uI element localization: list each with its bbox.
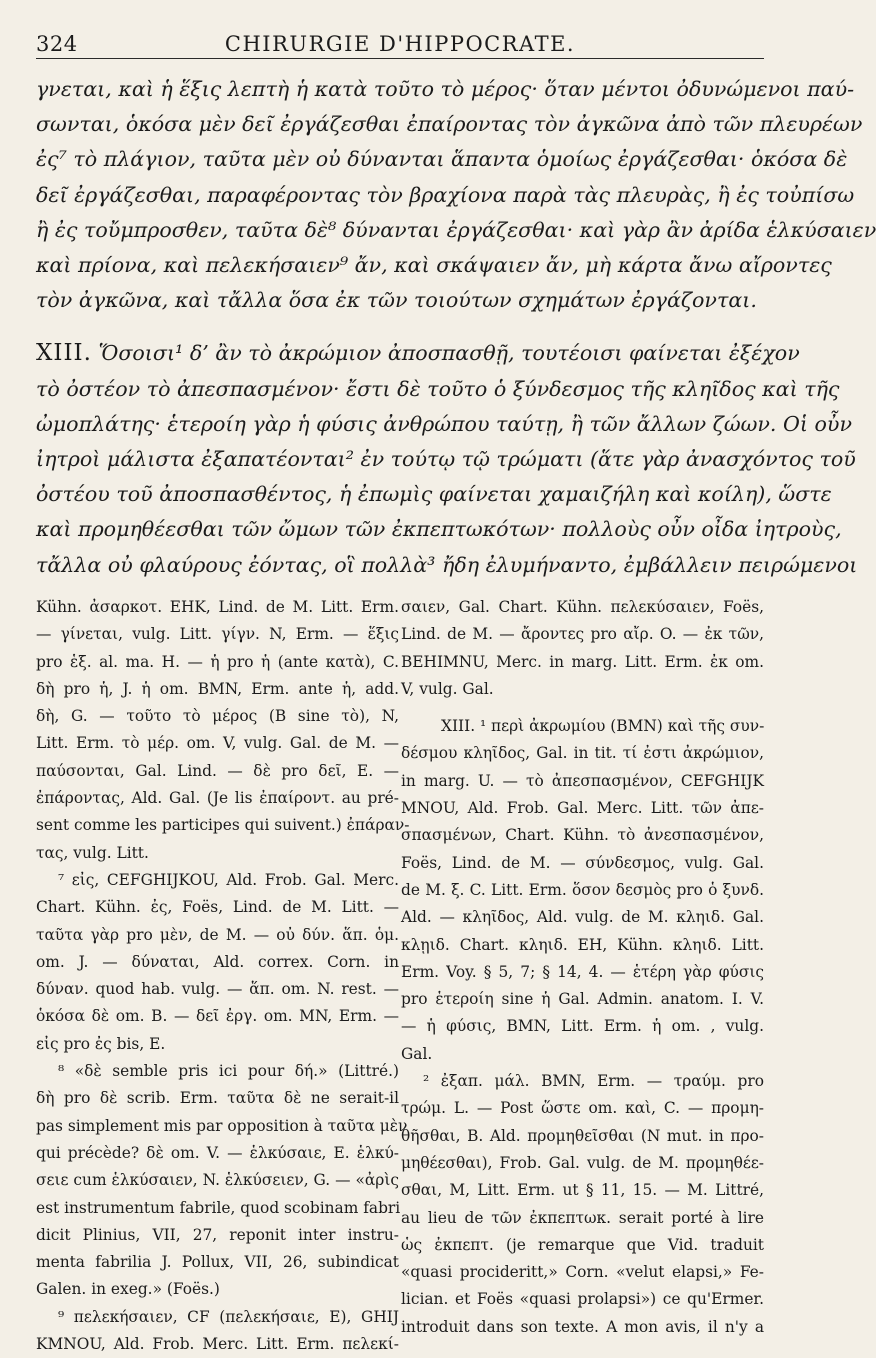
text-line: τἄλλα οὐ φλαύρους ἐόντας, οἳ πολλὰ³ ἤδη ἐλυμήναντο, ἐμβάλλειν πειρώμενοι xyxy=(36,552,858,577)
note-line: est instrumentum fabrile, quod scobinam fabri xyxy=(36,1198,401,1217)
note-line: σειε cum ἑλκύσαιεν, N. ἑλκύσειεν, G. — «ἀρὶς xyxy=(36,1171,399,1190)
note-line: ⁷ εἰς, CEFGHIJKOU, Ald. Frob. Gal. Merc. xyxy=(58,870,399,889)
note-line: τρώμ. L. — Post ὥστε om. καὶ, C. — προμη- xyxy=(401,1099,764,1118)
note-line: ὁκόσα δὲ om. B. — δεῖ ἐργ. om. MN, Erm. — xyxy=(36,1007,399,1026)
note-line: θῆσθαι, B. Ald. προμηθεῖσθαι (N mut. in προ- xyxy=(401,1126,764,1145)
note-line: de M. ξ. C. Litt. Erm. ὅσον δεσμὸς pro ὁ ξυνδ. xyxy=(401,880,764,899)
note-line: ⁸ «δὲ semble pris ici pour δή.» (Littré.) xyxy=(58,1062,399,1081)
note-line: dicit Plinius, VII, 27, reponit inter instru- xyxy=(36,1225,399,1244)
note-line: εἰς pro ἐς bis, E. xyxy=(36,1034,166,1053)
note-line: introduit dans son texte. A mon avis, il n'y a xyxy=(401,1317,764,1336)
note-line: Galen. in exeg.» (Foës.) xyxy=(36,1280,220,1299)
text-line: τὸ ὀστέον τὸ ἀπεσπασμένον· ἔστι δὲ τοῦτο ὁ ξύνδεσμος τῆς κληῖδος καὶ τῆς xyxy=(36,376,840,401)
note-line: παύσονται, Gal. Lind. — δὲ pro δεῖ, E. — xyxy=(36,761,399,780)
text-line: σωνται, ὁκόσα μὲν δεῖ ἐργάζεσθαι ἐπαίροντας τὸν ἀγκῶνα ἀπὸ τῶν πλευρέων xyxy=(36,112,863,137)
note-line: lician. et Foës «quasi prolapsi») ce qu'Ermer. xyxy=(401,1290,764,1309)
text-line: καὶ προμηθέεσθαι τῶν ὤμων τῶν ἐκπεπτωκότων· πολλοὺς οὖν οἶδα ἰητροὺς, xyxy=(36,517,842,542)
text-line: τὸν ἀγκῶνα, καὶ τἄλλα ὅσα ἐκ τῶν τοιούτων σχημάτων ἐργάζονται. xyxy=(36,288,757,313)
text-line: γνεται, καὶ ἡ ἕξις λεπτὴ ἡ κατὰ τοῦτο τὸ μέρος· ὅταν μέντοι ὀδυνώμενοι παύ- xyxy=(36,77,855,101)
note-line: Gal. xyxy=(401,1044,433,1063)
text-line: ἐς⁷ τὸ πλάγιον, ταῦτα μὲν οὐ δύνανται ἅπαντα ὁμοίως ἐργάζεσθαι· ὁκόσα δὲ xyxy=(36,147,848,172)
note-line: δύναν. quod hab. vulg. — ἅπ. om. N. rest. — xyxy=(36,980,399,999)
note-line: au lieu de τῶν ἐκπεπτωκ. serait porté à lire xyxy=(401,1208,764,1227)
note-line: δὴ, G. — τοῦτο τὸ μέρος (B sine τὸ), N, xyxy=(36,707,399,726)
running-title: CHIRURGIE D'HIPPOCRATE. xyxy=(224,32,576,56)
note-line: ἐπάροντας, Ald. Gal. (Je lis ἐπαίροντ. au pré- xyxy=(36,789,399,808)
note-line: σπασμένων, Chart. Kühn. τὸ ἀνεσπασμένον, xyxy=(401,826,764,845)
note-line: Foës, Lind. de M. — σύνδεσμος, vulg. Gal. xyxy=(401,853,764,872)
text-line: καὶ πρίονα, καὶ πελεκήσαιεν⁹ ἄν, καὶ σκάψαιεν ἄν, μὴ κάρτα ἄνω αἴροντες xyxy=(36,253,832,278)
note-line: ² ἐξαπ. μάλ. BMN, Erm. — τραύμ. pro xyxy=(423,1072,764,1091)
main-text xyxy=(36,72,876,583)
note-line: σθαι, M, Litt. Erm. ut § 11, 15. — M. Littré, xyxy=(401,1181,764,1200)
note-line: om. J. — δύναται, Ald. correx. Corn. in xyxy=(36,952,399,971)
text-line: ὀστέου τοῦ ἀποσπασθέντος, ἡ ἐπωμὶς φαίνεται χαμαιζήλη καὶ κοίλη), ὥστε xyxy=(36,482,832,507)
note-line: XIII. ¹ περὶ ἀκρωμίου (BMN) καὶ τῆς συν- xyxy=(441,717,765,736)
note-line: τας, vulg. Litt. xyxy=(36,843,149,862)
text-line: δεῖ ἐργάζεσθαι, παραφέροντας τὸν βραχίονα παρὰ τὰς πλευρὰς, ἢ ἐς τοὐπίσω xyxy=(36,182,855,207)
note-line: ὡς ἐκπεπτ. (je remarque que Vid. traduit xyxy=(401,1235,764,1254)
note-line: KMNOU, Ald. Frob. Merc. Litt. Erm. πελεκί- xyxy=(36,1335,399,1354)
note-line: menta fabrilia J. Pollux, VII, 26, subindicat xyxy=(36,1253,399,1272)
text-line: ἰητροὶ μάλιστα ἐξαπατέονται² ἐν τούτῳ τῷ τρώματι (ἅτε γὰρ ἀνασχόντος τοῦ xyxy=(36,447,856,472)
note-line: ⁹ πελεκήσαιεν, CF (πελεκήσαιε, E), GHIJ xyxy=(58,1307,399,1326)
note-line: Chart. Kühn. ἐς, Foës, Lind. de M. Litt. — xyxy=(36,898,399,917)
note-line: δὴ pro δὲ scrib. Erm. ταῦτα δὲ ne serait-il xyxy=(36,1089,399,1108)
note-line: Ald. — κληῖδος, Ald. vulg. de M. κληιδ. Gal. xyxy=(401,908,764,927)
running-head xyxy=(36,30,764,56)
text-line: ὠμοπλάτης· ἑτεροίη γὰρ ἡ φύσις ἀνθρώπου ταύτῃ, ἢ τῶν ἄλλων ζώων. Οἱ οὖν xyxy=(36,411,852,436)
footnotes-right-column xyxy=(401,594,764,1358)
note-line: in marg. U. — τὸ ἀπεσπασμένον, CEFGHIJK xyxy=(401,771,764,790)
text-line: ἢ ἐς τοὔμπροσθεν, ταῦτα δὲ⁸ δύνανται ἐργάζεσθαι· καὶ γὰρ ἂν ἀρίδα ἑλκύσαιεν xyxy=(36,217,876,242)
note-line: κλῃιδ. Chart. κληιδ. EH, Kühn. κληιδ. Litt. xyxy=(401,935,764,954)
note-line: ταῦτα γὰρ pro μὲν, de M. — οὐ δύν. ἅπ. ὁμ. xyxy=(36,925,399,944)
note-line: σαιεν, Gal. Chart. Kühn. πελεκύσαιεν, Foës, xyxy=(401,598,764,616)
note-line: sent comme les participes qui suivent.) ἐπάραν- xyxy=(36,816,410,835)
note-line: Erm. Voy. § 5, 7; § 14, 4. — ἑτέρη γὰρ φύσις xyxy=(401,962,764,981)
header-rule xyxy=(36,58,764,59)
section-number: XIII. xyxy=(36,340,92,367)
note-line: pro ἑτεροίη sine ἡ Gal. Admin. anatom. I. V. xyxy=(401,990,764,1009)
note-line: BEHIMNU, Merc. in marg. Litt. Erm. ἐκ om. xyxy=(401,652,764,671)
note-line: MNOU, Ald. Frob. Gal. Merc. Litt. τῶν ἀπε- xyxy=(401,799,764,818)
note-line: Lind. de M. — ἄροντες pro αἴρ. O. — ἐκ τῶν, xyxy=(401,625,764,644)
note-line: qui précède? δὲ om. V. — ἑλκύσαιε, E. ἑλκύ- xyxy=(36,1143,399,1162)
page-number: 324 xyxy=(36,32,78,56)
note-line: δὴ pro ἡ, J. ἡ om. BMN, Erm. ante ἡ, add. xyxy=(36,679,399,698)
note-line: — γίνεται, vulg. Litt. γίγν. N, Erm. — ἕξις xyxy=(36,625,399,644)
note-line: «quasi procideritt,» Corn. «velut elapsi,» Fe- xyxy=(401,1263,764,1282)
note-line: V, vulg. Gal. xyxy=(401,679,494,698)
section-text: Ὅσοισι¹ δ’ ἂν τὸ ἀκρώμιον ἀποσπασθῇ, τουτέοισι φαίνεται ἐξέχον xyxy=(98,341,800,366)
note-line: μηθέεσθαι), Frob. Gal. vulg. de M. προμηθέε- xyxy=(401,1153,764,1172)
footnotes-left-column xyxy=(36,594,410,1358)
note-line: δέσμου κληῖδος, Gal. in tit. τί ἐστι ἀκρώμιον, xyxy=(401,744,764,763)
footnotes xyxy=(36,594,764,1358)
note-line: — ἡ φύσις, BMN, Litt. Erm. ἡ om. , vulg. xyxy=(401,1017,764,1036)
note-line: Litt. Erm. τὸ μέρ. om. V, vulg. Gal. de M. — xyxy=(36,734,399,753)
note-line: Kühn. ἀσαρκοτ. EHK, Lind. de M. Litt. Erm. xyxy=(36,598,399,616)
note-line: pas simplement mis par opposition à ταῦτα μὲν xyxy=(36,1116,408,1135)
note-line: pro ἑξ. al. ma. H. — ἡ pro ἡ (ante κατὰ), C. xyxy=(36,652,399,671)
section-first-line xyxy=(36,336,800,371)
